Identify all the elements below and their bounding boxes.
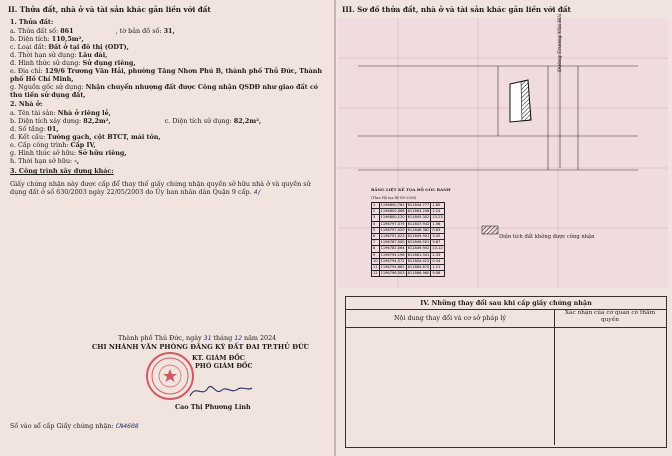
floors-row: d. Số tầng: 01, bbox=[10, 125, 59, 133]
coords-cell: 1.80 bbox=[431, 203, 444, 209]
coords-cell: 1196797.520 bbox=[380, 227, 405, 232]
coords-cell: 1196794.572 bbox=[380, 258, 405, 263]
coords-row bbox=[372, 252, 445, 258]
coords-row bbox=[372, 246, 445, 252]
coords-cell: 611846.382 bbox=[407, 227, 430, 232]
coords-row bbox=[372, 203, 445, 209]
changes-col-content bbox=[346, 309, 555, 328]
coords-cell: 611844.777 bbox=[407, 203, 430, 207]
coords-cell: 9.06 bbox=[431, 271, 444, 277]
coords-cell: 611849.901 bbox=[407, 234, 430, 239]
signature-icon bbox=[186, 382, 256, 400]
coords-cell: 611849.501 bbox=[407, 240, 430, 245]
coords-cell: 611845.302 bbox=[407, 215, 430, 220]
ownership-term-row: h. Thời hạn sở hữu: -, bbox=[10, 157, 80, 165]
coords-row bbox=[372, 234, 445, 240]
ownership-row: g. Hình thức sở hữu: Sở hữu riêng, bbox=[10, 149, 127, 157]
coords-row bbox=[372, 265, 445, 271]
use-row: c. Loại đất: Đất ở tại đô thị (ODT), bbox=[10, 43, 129, 51]
parcel-row: a. Thửa đất số: 861 , tờ bản đồ số: 31, bbox=[10, 27, 175, 35]
coords-cell: 0.34 bbox=[431, 258, 444, 264]
road-label: Đường Trương Văn Hải bbox=[557, 13, 563, 72]
coords-cell: 3 bbox=[372, 215, 380, 221]
coords-cell: 13.23 bbox=[432, 215, 443, 220]
coords-cell: 1196800.466 bbox=[380, 209, 405, 214]
column-divider bbox=[554, 327, 555, 445]
coords-cell: 9.67 bbox=[431, 240, 444, 246]
coords-grid bbox=[371, 202, 445, 277]
coords-cell: 1196800.761 bbox=[380, 203, 405, 207]
coords-row bbox=[372, 215, 445, 221]
area-row: b. Diện tích: 110,5m², bbox=[10, 35, 84, 43]
deputy-director: PHÓ GIÁM ĐỐC bbox=[195, 362, 253, 370]
col-content-label: Nội dung thay đổi và cơ sở pháp lý bbox=[393, 314, 507, 322]
coords-cell: 4 bbox=[372, 221, 380, 227]
origin-row: g. Nguồn gốc sử dụng: Nhận chuyển nhượng đất được Công nhận QSDĐ như giao đất có thu tiền sử dụng đất, bbox=[10, 83, 318, 99]
changes-table bbox=[345, 296, 667, 448]
legend-text: Diện tích đất không được công nhận bbox=[499, 234, 595, 240]
coords-cell: 3.00 bbox=[431, 234, 444, 240]
coords-cell: 6 bbox=[372, 234, 380, 240]
coords-row bbox=[372, 258, 445, 264]
coords-cell: 1196794.196 bbox=[380, 252, 405, 257]
coords-cell: 611847.942 bbox=[407, 221, 430, 226]
coords-cell: 1196782.064 bbox=[380, 246, 405, 251]
coords-cell: 7 bbox=[372, 240, 380, 246]
coords-cell: 9 bbox=[372, 252, 380, 258]
coords-cell: 1 bbox=[372, 203, 380, 209]
kt-director: KT. GIÁM ĐỐC bbox=[192, 354, 245, 362]
coords-cell: 0.63 bbox=[431, 227, 444, 233]
coords-cell: 8 bbox=[372, 246, 380, 252]
coords-row bbox=[372, 221, 445, 227]
coords-cell: 1196797.379 bbox=[380, 221, 405, 226]
coords-cell: 5 bbox=[372, 227, 380, 233]
col-confirm-label: Xác nhận của cơ quan có thẩm quyền bbox=[564, 310, 656, 323]
coords-cell: 611866.960 bbox=[407, 271, 430, 276]
coords-cell: 2.33 bbox=[431, 252, 444, 258]
coords-cell: 11 bbox=[373, 265, 378, 270]
sign-date: Thành phố Thủ Đức, ngày 31 tháng 12 năm 2024 bbox=[118, 334, 277, 342]
coords-cell: 611804.415 bbox=[407, 258, 430, 263]
section-3-title: III. Sơ đồ thửa đất, nhà ở và tài sản khác gắn liền với đất bbox=[342, 5, 571, 14]
coords-cell: 1196791.023 bbox=[380, 234, 405, 239]
coords-cell: 1.56 bbox=[431, 221, 444, 227]
registration-row: Số vào sổ cấp Giấy chứng nhận: CN4608 bbox=[10, 422, 139, 430]
coords-cell: 2 bbox=[372, 209, 380, 215]
coords-cell: 1.21 bbox=[431, 265, 444, 271]
grade-row: e. Cấp công trình: Cấp IV, bbox=[10, 141, 96, 149]
term-row: d. Thời hạn sử dụng: Lâu dài, bbox=[10, 51, 108, 59]
coords-row bbox=[372, 209, 445, 215]
form-row: đ. Hình thức sử dụng: Sử dụng riêng, bbox=[10, 59, 136, 67]
land-title: 1. Thửa đất: bbox=[10, 18, 54, 26]
address-row: e. Địa chỉ: 129/6 Trương Văn Hải, phường Tăng Nhơn Phú B, thành phố Thủ Đức, Thành phố Hồ Chí Minh, bbox=[10, 67, 323, 83]
coords-cell: 1196796.003 bbox=[380, 271, 405, 276]
coords-cell: 611861.941 bbox=[407, 252, 430, 257]
coords-cell: 1196800.120 bbox=[380, 215, 405, 220]
house-area-row: b. Diện tích xây dựng: 82,2m², c. Diện tích sử dụng: 82,2m², bbox=[10, 117, 262, 125]
coordinate-table bbox=[371, 186, 497, 276]
coords-cell: 611864.870 bbox=[407, 265, 430, 270]
house-name-row: a. Tên tài sản: Nhà ở riêng lẻ, bbox=[10, 109, 111, 117]
coords-cell: 2.24 bbox=[431, 209, 444, 215]
replacement-note: Giấy chứng nhận này được cấp để thay thế giấy chứng nhận quyền sở hữu nhà ở và quyền sử dụng đất ở số 630/2003 ngày 22/05/2003 do Ủy ban nhân dân Quận 9 cấp. 4/ bbox=[10, 180, 311, 196]
coords-cell: 611849.902 bbox=[407, 246, 430, 251]
coords-row bbox=[372, 240, 445, 246]
coords-cell: 611863.258 bbox=[407, 209, 430, 214]
left-page bbox=[0, 0, 334, 456]
section-4-title: IV. Những thay đổi sau khi cấp giấy chứng nhận bbox=[420, 299, 592, 307]
coords-row bbox=[372, 227, 445, 233]
coords-cell: 10 bbox=[373, 258, 378, 263]
signer-name: Cao Thị Phương Linh bbox=[175, 403, 251, 411]
house-title: 2. Nhà ở: bbox=[10, 100, 43, 108]
coords-title: BẢNG LIỆT KÊ TỌA ĐỘ GÓC RANH bbox=[371, 187, 451, 192]
seal-icon bbox=[150, 356, 190, 396]
other-works-title: 3. Công trình xây dựng khác: bbox=[10, 167, 114, 175]
coords-row bbox=[372, 271, 445, 277]
coords-cell: 13.12 bbox=[432, 246, 443, 251]
office-name: CHI NHÁNH VĂN PHÒNG ĐĂNG KÝ ĐẤT ĐAI TP.THỦ ĐỨC bbox=[92, 343, 309, 351]
coords-subtitle: (Theo Hệ tọa độ VN-2000) bbox=[371, 196, 417, 200]
coords-cell: 1196787.500 bbox=[380, 240, 405, 245]
coords-cell: 1196794.662 bbox=[380, 265, 405, 270]
structure-row: đ. Kết cấu: Tường gạch, cột BTCT, mái tôn, bbox=[10, 133, 161, 141]
changes-col-confirm bbox=[554, 309, 666, 328]
coords-cell: 12 bbox=[373, 271, 378, 276]
section-2-title: II. Thửa đất, nhà ở và tài sản khác gắn liền với đất bbox=[8, 5, 211, 14]
